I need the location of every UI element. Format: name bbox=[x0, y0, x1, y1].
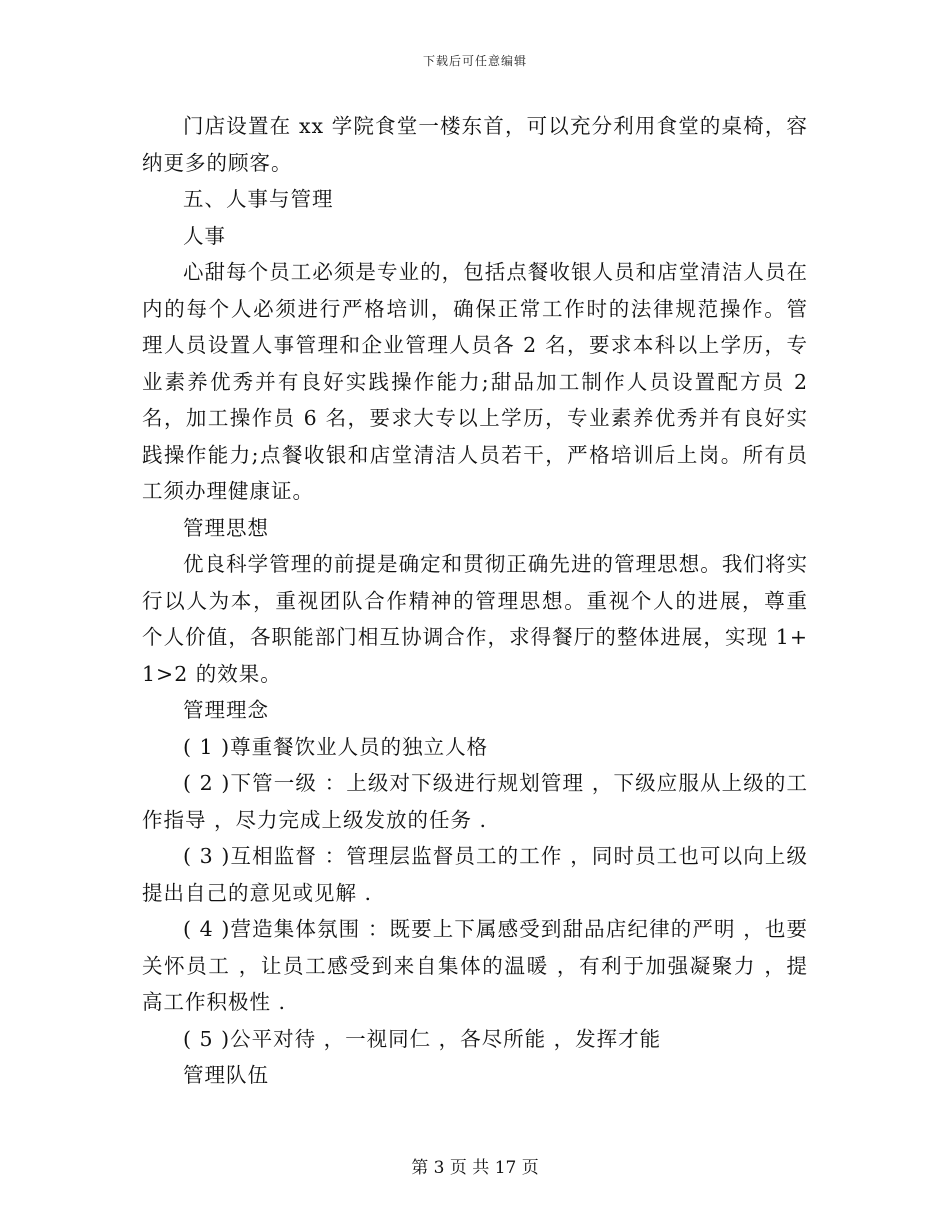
list-item-concept-4: ( 4 )营造集体氛围 ：既要上下属感受到甜品店纪律的严明 ，也要关怀员工 ，让员工感受到来自集体的温暖 ，有利于加强凝聚力 ，提高工作积极性 . bbox=[142, 917, 808, 1014]
page-header: 下载后可任意编辑 bbox=[422, 54, 527, 68]
subheading-management-team: 管理队伍 bbox=[183, 1063, 269, 1087]
subheading-management-thought: 管理思想 bbox=[183, 515, 269, 540]
subheading-management-concept: 管理理念 bbox=[183, 698, 269, 722]
paragraph-location: 门店设置在 xx 学院食堂一楼东首，可以充分利用食堂的桌椅，容纳更多的顾客。 bbox=[142, 114, 808, 175]
list-item-concept-2: ( 2 )下管一级 ：上级对下级进行规划管理 ，下级应服从上级的工作指导 ，尽力完成上级发放的任务 . bbox=[142, 771, 808, 832]
page-footer: 第 3 页 共 17 页 bbox=[411, 1158, 539, 1178]
section-heading-personnel-management: 五、人事与管理 bbox=[183, 187, 334, 211]
paragraph-management-thought: 优良科学管理的前提是确定和贯彻正确先进的管理思想。我们将实行以人为本，重视团队合作精神的管理思想。重视个人的进展，尊重个人价值，各职能部门相互协调合作，求得餐厅的整体进展，实现 1+1>2 的效果。 bbox=[142, 552, 808, 686]
list-item-concept-5: ( 5 )公平对待 ，一视同仁 ，各尽所能 ，发挥才能 bbox=[183, 1026, 662, 1051]
subheading-personnel: 人事 bbox=[183, 223, 226, 248]
paragraph-personnel: 心甜每个员工必须是专业的，包括点餐收银人员和店堂清洁人员在内的每个人必须进行严格培训，确保正常工作时的法律规范操作。管理人员设置人事管理和企业管理人员各 2 名，要求本科以上学历，专业素养优秀并有良好实践操作能力;甜品加工制作人员设置配方员 2 名，加工操作员 6 名，要求大专以上学历，专业素养优秀并有良好实践操作能力;点餐收银和店堂清洁人员若干，严格培训后上岗。所有员工须办理健康证。 bbox=[142, 260, 808, 503]
list-item-concept-1: ( 1 )尊重餐饮业人员的独立人格 bbox=[183, 734, 489, 759]
document-body bbox=[142, 108, 808, 1094]
list-item-concept-3: ( 3 )互相监督 ：管理层监督员工的工作 ，同时员工也可以向上级提出自己的意见或见解 . bbox=[142, 844, 808, 905]
